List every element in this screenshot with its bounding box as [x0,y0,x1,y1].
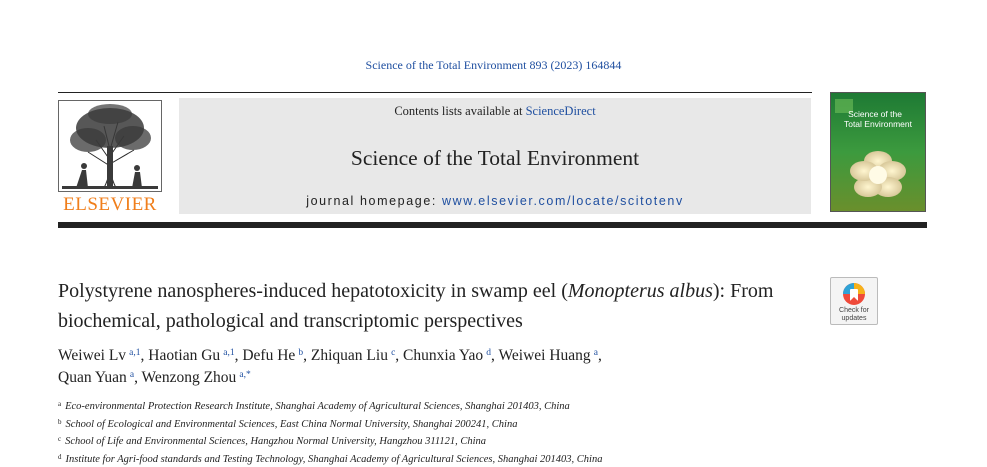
header-thick-rule [58,222,927,228]
title-species-italic: Monopterus albus [568,280,713,302]
affiliation-list [58,397,838,467]
author-8[interactable]: Wenzong Zhou $^{a,*}$ [142,369,251,386]
title-part-2: ): From biochemical, pathological and transcriptomic perspectives [58,280,773,332]
crossmark-icon [831,278,877,308]
homepage-line [179,194,811,208]
cover-art-icon [831,93,925,211]
sciencedirect-link[interactable]: ScienceDirect [526,104,596,118]
contents-line [179,104,811,119]
cover-title-line1: Science of the [848,109,902,119]
affiliation-d: $^d$ Institute for Agri-food standards and Testing Technology, Shanghai Academy of Agricultural Sciences, Shanghai 201403, China [58,450,838,467]
affiliation-b: $^b$ School of Ecological and Environmental Sciences, East China Normal University, Shanghai 200241, China [58,415,838,433]
title-part-1: Polystyrene nanospheres-induced hepatotoxicity in swamp eel ( [58,280,568,302]
author-7[interactable]: Quan Yuan $^a$, [58,369,142,386]
author-4[interactable]: Zhiquan Liu $^c$, [311,347,403,364]
check-line1: Check for [839,307,869,314]
author-2[interactable]: Haotian Gu $^{a,1}$, [148,347,242,364]
journal-citation[interactable]: Science of the Total Environment 893 (2023) 164844 [0,58,987,73]
author-3[interactable]: Defu He $^b$, [242,347,311,364]
journal-cover-thumbnail[interactable] [830,92,926,212]
elsevier-wordmark: ELSEVIER [58,194,162,216]
header-divider [58,92,812,93]
journal-title: Science of the Total Environment [179,146,811,171]
author-list [58,345,838,389]
author-5[interactable]: Chunxia Yao $^d$, [403,347,498,364]
affiliation-a: $^a$ Eco-environmental Protection Research Institute, Shanghai Academy of Agricultural Sciences, Shanghai 201403, China [58,397,838,415]
homepage-prefix: journal homepage: [306,194,442,208]
check-for-updates-label [831,307,877,323]
check-line2: updates [842,315,867,322]
journal-banner [179,98,811,214]
cover-title-line2: Total Environment [844,119,913,129]
elsevier-logo [58,100,162,214]
author-6[interactable]: Weiwei Huang $^a$, [499,347,602,364]
homepage-link[interactable]: www.elsevier.com/locate/scitotenv [442,194,684,208]
author-1[interactable]: Weiwei Lv $^{a,1}$, [58,347,148,364]
affiliation-c: $^c$ School of Life and Environmental Sciences, Hangzhou Normal University, Hangzhou 311121, China [58,432,838,450]
check-for-updates-badge[interactable] [830,277,878,325]
contents-prefix: Contents lists available at [394,104,525,118]
elsevier-tree-icon [58,100,162,192]
article-title [58,276,818,336]
